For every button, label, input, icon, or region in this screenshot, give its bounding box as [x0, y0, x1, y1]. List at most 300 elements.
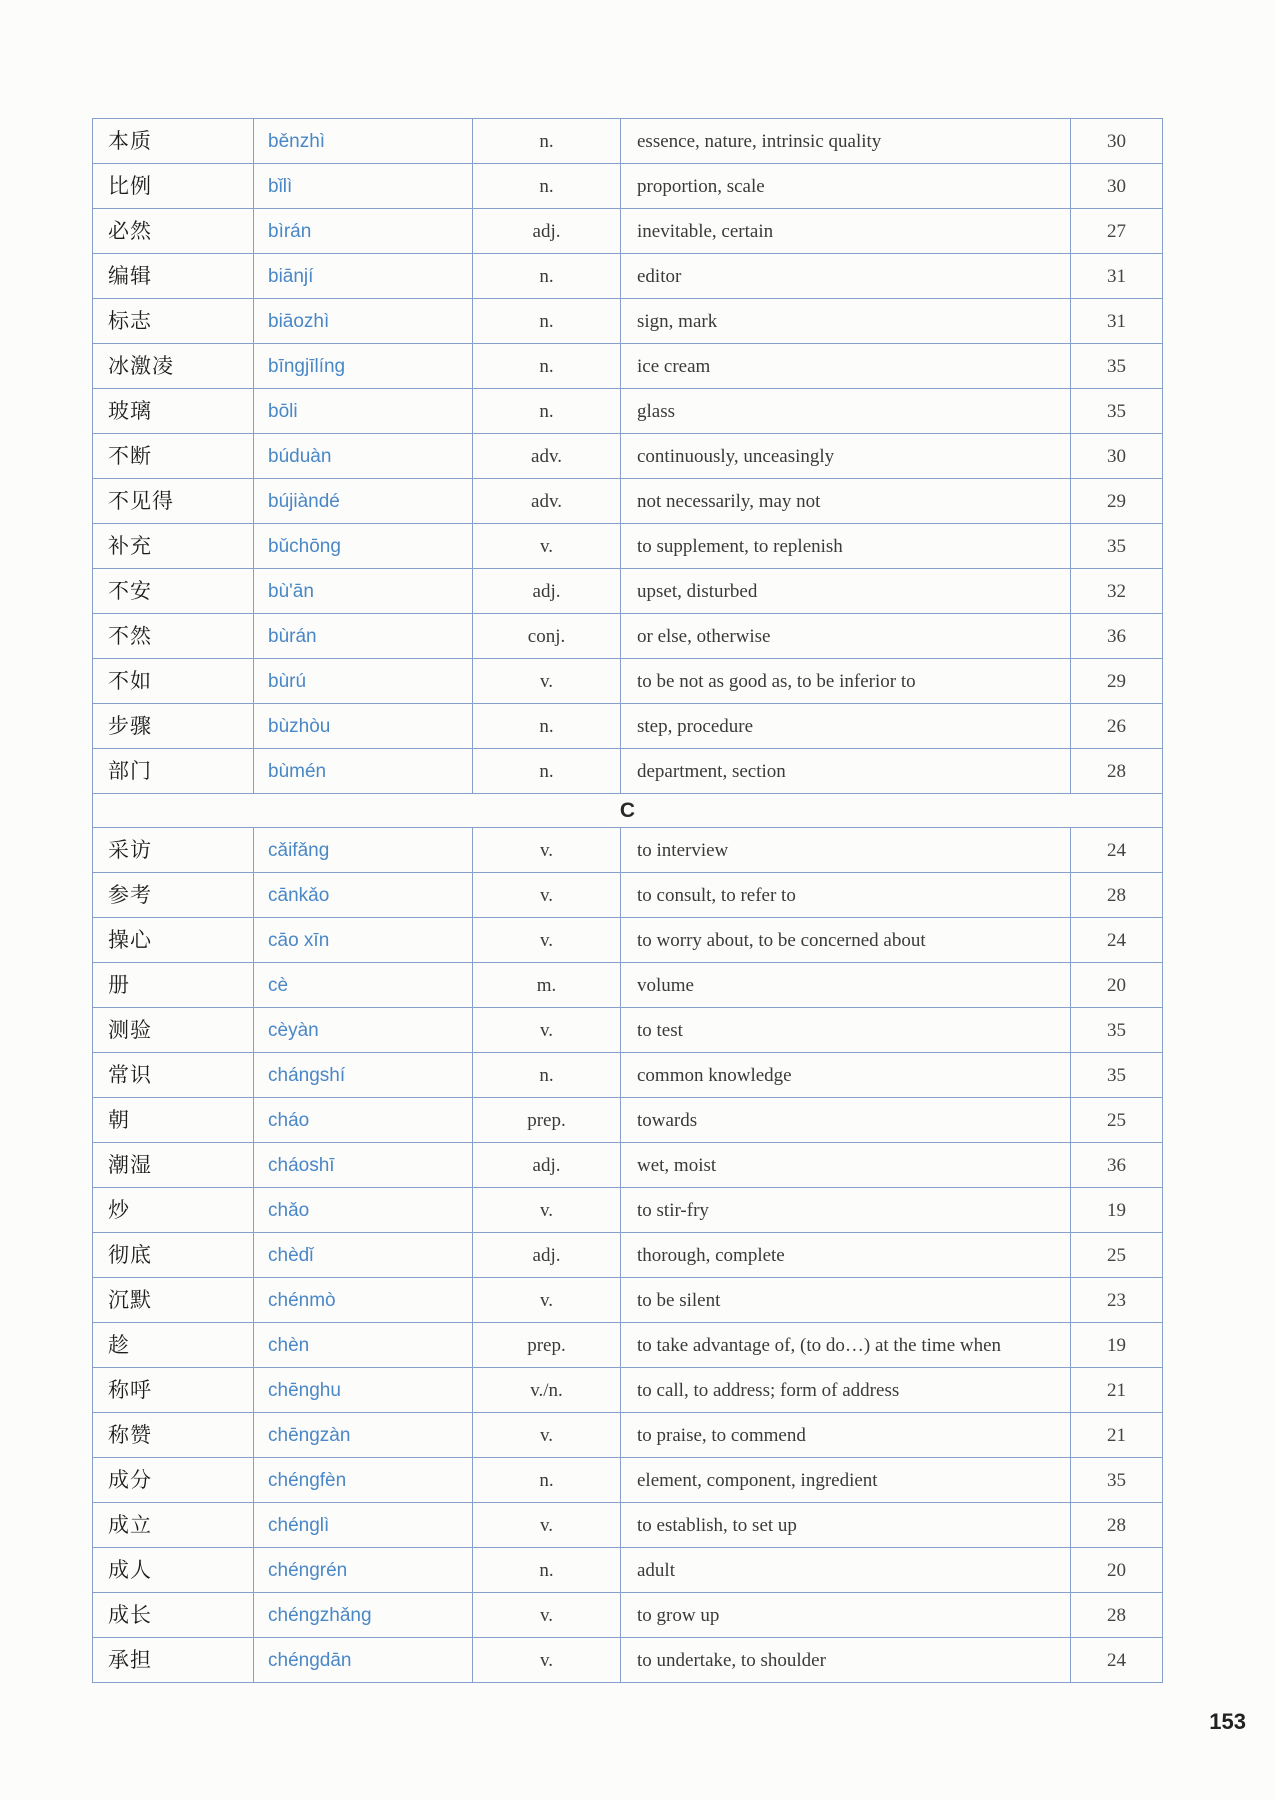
hanzi-text: 补充: [108, 533, 152, 558]
part-of-speech-cell: [473, 389, 621, 434]
lesson-number-cell: [1071, 963, 1163, 1008]
part-of-speech-cell: [473, 1368, 621, 1413]
table-row: [93, 1323, 1163, 1368]
hanzi-cell: [93, 479, 254, 524]
table-row: [93, 389, 1163, 434]
lesson-number-text: 36: [1107, 1154, 1126, 1176]
hanzi-cell: [93, 918, 254, 963]
hanzi-cell: [93, 344, 254, 389]
part-of-speech-cell: [473, 614, 621, 659]
lesson-number-text: 19: [1107, 1199, 1126, 1221]
table-row: [93, 659, 1163, 704]
hanzi-text: 成分: [108, 1467, 152, 1492]
hanzi-text: 编辑: [108, 263, 152, 288]
part-of-speech-cell: [473, 918, 621, 963]
hanzi-cell: [93, 749, 254, 794]
pinyin-cell: [254, 299, 473, 344]
pinyin-cell: [254, 828, 473, 873]
meaning-cell: [621, 299, 1071, 344]
hanzi-cell: [93, 1638, 254, 1683]
pinyin-cell: [254, 434, 473, 479]
hanzi-text: 承担: [108, 1647, 152, 1672]
pinyin-cell: [254, 873, 473, 918]
page-number: 153: [1209, 1709, 1246, 1734]
lesson-number-text: 35: [1107, 535, 1126, 557]
part-of-speech-cell: [473, 299, 621, 344]
meaning-text: sign, mark: [637, 310, 718, 332]
hanzi-text: 参考: [108, 882, 152, 907]
lesson-number-cell: [1071, 1008, 1163, 1053]
pinyin-cell: [254, 614, 473, 659]
lesson-number-cell: [1071, 119, 1163, 164]
pinyin-text: bùrán: [268, 625, 317, 647]
pinyin-text: bīngjīlíng: [268, 355, 346, 377]
lesson-number-cell: [1071, 299, 1163, 344]
part-of-speech-cell: [473, 1548, 621, 1593]
hanzi-cell: [93, 299, 254, 344]
hanzi-cell: [93, 389, 254, 434]
pinyin-cell: [254, 344, 473, 389]
part-of-speech-text: v.: [539, 1604, 554, 1626]
part-of-speech-cell: [473, 1458, 621, 1503]
glossary-table-body: [93, 119, 1163, 1683]
hanzi-text: 炒: [108, 1197, 130, 1222]
part-of-speech-text: v.: [539, 1019, 554, 1041]
part-of-speech-text: prep.: [527, 1334, 566, 1356]
lesson-number-cell: [1071, 209, 1163, 254]
meaning-text: to interview: [637, 839, 729, 861]
meaning-cell: [621, 1008, 1071, 1053]
lesson-number-cell: [1071, 704, 1163, 749]
pinyin-cell: [254, 749, 473, 794]
part-of-speech-cell: [473, 1143, 621, 1188]
meaning-cell: [621, 209, 1071, 254]
hanzi-text: 不见得: [108, 488, 174, 513]
pinyin-cell: [254, 963, 473, 1008]
meaning-text: to be not as good as, to be inferior to: [637, 670, 916, 692]
part-of-speech-cell: [473, 659, 621, 704]
hanzi-cell: [93, 1233, 254, 1278]
lesson-number-cell: [1071, 1458, 1163, 1503]
pinyin-text: chéngfèn: [268, 1469, 347, 1491]
part-of-speech-text: n.: [539, 130, 554, 152]
table-row: [93, 1458, 1163, 1503]
hanzi-text: 不安: [108, 578, 152, 603]
meaning-text: step, procedure: [637, 715, 754, 737]
pinyin-text: cháoshī: [268, 1154, 335, 1176]
part-of-speech-cell: [473, 1053, 621, 1098]
lesson-number-text: 25: [1107, 1244, 1126, 1266]
part-of-speech-text: adj.: [532, 1154, 561, 1176]
hanzi-text: 冰激凌: [108, 353, 174, 378]
meaning-text: ice cream: [637, 355, 711, 377]
pinyin-text: bùrú: [268, 670, 307, 692]
part-of-speech-text: n.: [539, 310, 554, 332]
pinyin-cell: [254, 119, 473, 164]
part-of-speech-cell: [473, 1278, 621, 1323]
meaning-cell: [621, 918, 1071, 963]
pinyin-text: cǎifǎng: [268, 839, 330, 861]
table-row: [93, 1548, 1163, 1593]
hanzi-cell: [93, 1323, 254, 1368]
part-of-speech-text: v.: [539, 1424, 554, 1446]
lesson-number-text: 28: [1107, 1514, 1126, 1536]
lesson-number-text: 36: [1107, 625, 1126, 647]
lesson-number-text: 28: [1107, 760, 1126, 782]
hanzi-text: 不断: [108, 443, 152, 468]
lesson-number-cell: [1071, 749, 1163, 794]
part-of-speech-cell: [473, 254, 621, 299]
meaning-text: department, section: [637, 760, 786, 782]
meaning-text: volume: [637, 974, 694, 996]
lesson-number-cell: [1071, 1548, 1163, 1593]
hanzi-cell: [93, 569, 254, 614]
part-of-speech-text: n.: [539, 1064, 554, 1086]
part-of-speech-text: v.: [539, 1649, 554, 1671]
hanzi-cell: [93, 1053, 254, 1098]
pinyin-cell: [254, 1278, 473, 1323]
part-of-speech-cell: [473, 873, 621, 918]
hanzi-text: 操心: [108, 927, 152, 952]
part-of-speech-cell: [473, 569, 621, 614]
lesson-number-text: 28: [1107, 1604, 1126, 1626]
meaning-cell: [621, 119, 1071, 164]
meaning-text: common knowledge: [637, 1064, 792, 1086]
meaning-text: glass: [637, 400, 675, 422]
meaning-cell: [621, 704, 1071, 749]
table-row: [93, 1278, 1163, 1323]
meaning-text: continuously, unceasingly: [637, 445, 835, 467]
lesson-number-cell: [1071, 344, 1163, 389]
hanzi-cell: [93, 524, 254, 569]
meaning-text: proportion, scale: [637, 175, 765, 197]
pinyin-text: cè: [268, 974, 289, 996]
lesson-number-cell: [1071, 659, 1163, 704]
pinyin-cell: [254, 1593, 473, 1638]
lesson-number-cell: [1071, 1278, 1163, 1323]
meaning-text: wet, moist: [637, 1154, 717, 1176]
table-row: [93, 119, 1163, 164]
hanzi-text: 必然: [108, 218, 152, 243]
hanzi-text: 趁: [108, 1332, 130, 1357]
hanzi-text: 采访: [108, 837, 152, 862]
part-of-speech-cell: [473, 1008, 621, 1053]
hanzi-text: 本质: [108, 128, 152, 153]
table-row: [93, 918, 1163, 963]
lesson-number-text: 30: [1107, 445, 1126, 467]
lesson-number-cell: [1071, 1368, 1163, 1413]
hanzi-cell: [93, 119, 254, 164]
pinyin-text: cānkǎo: [268, 884, 330, 906]
pinyin-cell: [254, 1638, 473, 1683]
table-row: [93, 963, 1163, 1008]
table-row: [93, 1098, 1163, 1143]
table-row: [93, 749, 1163, 794]
part-of-speech-text: n.: [539, 175, 554, 197]
pinyin-text: cháo: [268, 1109, 310, 1131]
meaning-cell: [621, 344, 1071, 389]
part-of-speech-text: v.: [539, 884, 554, 906]
part-of-speech-text: v.: [539, 670, 554, 692]
lesson-number-cell: [1071, 1503, 1163, 1548]
meaning-cell: [621, 479, 1071, 524]
part-of-speech-text: n.: [539, 1469, 554, 1491]
part-of-speech-text: v.: [539, 929, 554, 951]
hanzi-text: 成立: [108, 1512, 152, 1537]
lesson-number-text: 25: [1107, 1109, 1126, 1131]
meaning-text: thorough, complete: [637, 1244, 785, 1266]
lesson-number-text: 35: [1107, 1019, 1126, 1041]
part-of-speech-text: adj.: [532, 1244, 561, 1266]
table-row: [93, 524, 1163, 569]
part-of-speech-cell: [473, 524, 621, 569]
meaning-cell: [621, 963, 1071, 1008]
hanzi-text: 比例: [108, 173, 152, 198]
glossary-sheet: [92, 118, 1162, 1683]
pinyin-cell: [254, 1458, 473, 1503]
section-heading-row: [93, 794, 1163, 828]
hanzi-cell: [93, 614, 254, 659]
pinyin-cell: [254, 1323, 473, 1368]
table-row: [93, 828, 1163, 873]
hanzi-cell: [93, 209, 254, 254]
lesson-number-text: 35: [1107, 355, 1126, 377]
lesson-number-cell: [1071, 1413, 1163, 1458]
lesson-number-text: 23: [1107, 1289, 1126, 1311]
glossary-table: [92, 118, 1163, 1683]
part-of-speech-cell: [473, 119, 621, 164]
part-of-speech-text: n.: [539, 760, 554, 782]
lesson-number-cell: [1071, 828, 1163, 873]
meaning-cell: [621, 434, 1071, 479]
lesson-number-text: 30: [1107, 130, 1126, 152]
lesson-number-cell: [1071, 1638, 1163, 1683]
table-row: [93, 569, 1163, 614]
part-of-speech-cell: [473, 1593, 621, 1638]
part-of-speech-text: prep.: [527, 1109, 566, 1131]
meaning-cell: [621, 164, 1071, 209]
part-of-speech-text: n.: [539, 1559, 554, 1581]
hanzi-text: 沉默: [108, 1287, 152, 1312]
pinyin-text: chēnghu: [268, 1379, 341, 1401]
meaning-text: adult: [637, 1559, 675, 1581]
pinyin-text: bùmén: [268, 760, 327, 782]
meaning-cell: [621, 1323, 1071, 1368]
meaning-text: to consult, to refer to: [637, 884, 796, 906]
table-row: [93, 1593, 1163, 1638]
hanzi-text: 测验: [108, 1017, 152, 1042]
lesson-number-text: 20: [1107, 974, 1126, 996]
lesson-number-text: 20: [1107, 1559, 1126, 1581]
part-of-speech-cell: [473, 344, 621, 389]
lesson-number-cell: [1071, 614, 1163, 659]
lesson-number-cell: [1071, 1593, 1163, 1638]
part-of-speech-text: v.: [539, 535, 554, 557]
pinyin-text: chángshí: [268, 1064, 346, 1086]
pinyin-cell: [254, 704, 473, 749]
hanzi-cell: [93, 1548, 254, 1593]
table-row: [93, 1638, 1163, 1683]
hanzi-cell: [93, 1368, 254, 1413]
meaning-cell: [621, 524, 1071, 569]
pinyin-cell: [254, 164, 473, 209]
pinyin-cell: [254, 1233, 473, 1278]
meaning-text: to grow up: [637, 1604, 720, 1626]
pinyin-text: bǔchōng: [268, 535, 341, 557]
hanzi-text: 不然: [108, 623, 152, 648]
meaning-cell: [621, 1368, 1071, 1413]
part-of-speech-text: v.: [539, 1289, 554, 1311]
meaning-cell: [621, 1188, 1071, 1233]
meaning-text: element, component, ingredient: [637, 1469, 878, 1491]
table-row: [93, 344, 1163, 389]
part-of-speech-text: adv.: [531, 445, 562, 467]
hanzi-cell: [93, 1278, 254, 1323]
meaning-text: to take advantage of, (to do…) at the time when: [637, 1334, 1002, 1356]
hanzi-cell: [93, 1458, 254, 1503]
hanzi-cell: [93, 1593, 254, 1638]
table-row: [93, 873, 1163, 918]
table-row: [93, 209, 1163, 254]
pinyin-cell: [254, 1548, 473, 1593]
pinyin-text: chèdǐ: [268, 1244, 314, 1266]
hanzi-text: 常识: [108, 1062, 152, 1087]
pinyin-text: búduàn: [268, 445, 332, 467]
table-row: [93, 1233, 1163, 1278]
pinyin-cell: [254, 524, 473, 569]
lesson-number-text: 21: [1107, 1424, 1126, 1446]
part-of-speech-cell: [473, 1233, 621, 1278]
section-heading: C: [93, 794, 1163, 828]
part-of-speech-cell: [473, 1188, 621, 1233]
table-row: [93, 704, 1163, 749]
meaning-cell: [621, 1413, 1071, 1458]
meaning-cell: [621, 1053, 1071, 1098]
hanzi-cell: [93, 1008, 254, 1053]
meaning-text: to stir-fry: [637, 1199, 709, 1221]
hanzi-cell: [93, 1098, 254, 1143]
pinyin-text: bìrán: [268, 220, 312, 242]
lesson-number-text: 24: [1107, 1649, 1126, 1671]
meaning-cell: [621, 1548, 1071, 1593]
part-of-speech-text: n.: [539, 355, 554, 377]
table-row: [93, 434, 1163, 479]
meaning-cell: [621, 614, 1071, 659]
part-of-speech-cell: [473, 963, 621, 1008]
meaning-cell: [621, 749, 1071, 794]
meaning-cell: [621, 873, 1071, 918]
hanzi-text: 潮湿: [108, 1152, 152, 1177]
meaning-text: inevitable, certain: [637, 220, 774, 242]
pinyin-text: bù'ān: [268, 580, 314, 602]
lesson-number-text: 29: [1107, 670, 1126, 692]
lesson-number-cell: [1071, 569, 1163, 614]
meaning-text: to test: [637, 1019, 683, 1041]
part-of-speech-cell: [473, 434, 621, 479]
pinyin-cell: [254, 479, 473, 524]
table-row: [93, 1143, 1163, 1188]
meaning-cell: [621, 1638, 1071, 1683]
lesson-number-cell: [1071, 918, 1163, 963]
part-of-speech-text: v.: [539, 1199, 554, 1221]
lesson-number-text: 29: [1107, 490, 1126, 512]
table-row: [93, 1503, 1163, 1548]
part-of-speech-text: v./n.: [530, 1379, 563, 1401]
hanzi-cell: [93, 659, 254, 704]
pinyin-cell: [254, 1368, 473, 1413]
pinyin-text: bǐlì: [268, 175, 293, 197]
meaning-cell: [621, 1458, 1071, 1503]
part-of-speech-cell: [473, 1503, 621, 1548]
meaning-cell: [621, 1278, 1071, 1323]
meaning-text: to undertake, to shoulder: [637, 1649, 826, 1671]
lesson-number-cell: [1071, 164, 1163, 209]
meaning-cell: [621, 254, 1071, 299]
pinyin-cell: [254, 1143, 473, 1188]
pinyin-text: chénmò: [268, 1289, 336, 1311]
meaning-cell: [621, 1143, 1071, 1188]
meaning-text: to be silent: [637, 1289, 721, 1311]
pinyin-cell: [254, 1098, 473, 1143]
pinyin-cell: [254, 1503, 473, 1548]
part-of-speech-cell: [473, 749, 621, 794]
lesson-number-cell: [1071, 873, 1163, 918]
lesson-number-cell: [1071, 1053, 1163, 1098]
pinyin-text: chēngzàn: [268, 1424, 351, 1446]
hanzi-text: 朝: [108, 1107, 130, 1132]
part-of-speech-text: m.: [536, 974, 557, 996]
pinyin-text: bùzhòu: [268, 715, 331, 737]
pinyin-text: chénglì: [268, 1514, 330, 1536]
meaning-text: to praise, to commend: [637, 1424, 806, 1446]
lesson-number-cell: [1071, 1143, 1163, 1188]
lesson-number-cell: [1071, 524, 1163, 569]
hanzi-text: 部门: [108, 758, 152, 783]
meaning-text: to supplement, to replenish: [637, 535, 843, 557]
part-of-speech-cell: [473, 704, 621, 749]
lesson-number-cell: [1071, 479, 1163, 524]
lesson-number-text: 28: [1107, 884, 1126, 906]
lesson-number-text: 26: [1107, 715, 1126, 737]
lesson-number-cell: [1071, 389, 1163, 434]
part-of-speech-cell: [473, 479, 621, 524]
hanzi-text: 称赞: [108, 1422, 152, 1447]
lesson-number-text: 24: [1107, 929, 1126, 951]
lesson-number-cell: [1071, 434, 1163, 479]
meaning-cell: [621, 1593, 1071, 1638]
lesson-number-text: 19: [1107, 1334, 1126, 1356]
part-of-speech-cell: [473, 164, 621, 209]
table-row: [93, 1368, 1163, 1413]
lesson-number-cell: [1071, 1233, 1163, 1278]
table-row: [93, 1053, 1163, 1098]
table-row: [93, 164, 1163, 209]
hanzi-cell: [93, 164, 254, 209]
hanzi-text: 玻璃: [108, 398, 152, 423]
meaning-text: upset, disturbed: [637, 580, 758, 602]
meaning-text: towards: [637, 1109, 698, 1131]
pinyin-text: chèn: [268, 1334, 310, 1356]
pinyin-text: cèyàn: [268, 1019, 319, 1041]
hanzi-cell: [93, 704, 254, 749]
part-of-speech-text: n.: [539, 265, 554, 287]
hanzi-text: 彻底: [108, 1242, 152, 1267]
lesson-number-cell: [1071, 1098, 1163, 1143]
hanzi-text: 称呼: [108, 1377, 152, 1402]
part-of-speech-cell: [473, 1638, 621, 1683]
part-of-speech-cell: [473, 1413, 621, 1458]
pinyin-text: chǎo: [268, 1199, 310, 1221]
